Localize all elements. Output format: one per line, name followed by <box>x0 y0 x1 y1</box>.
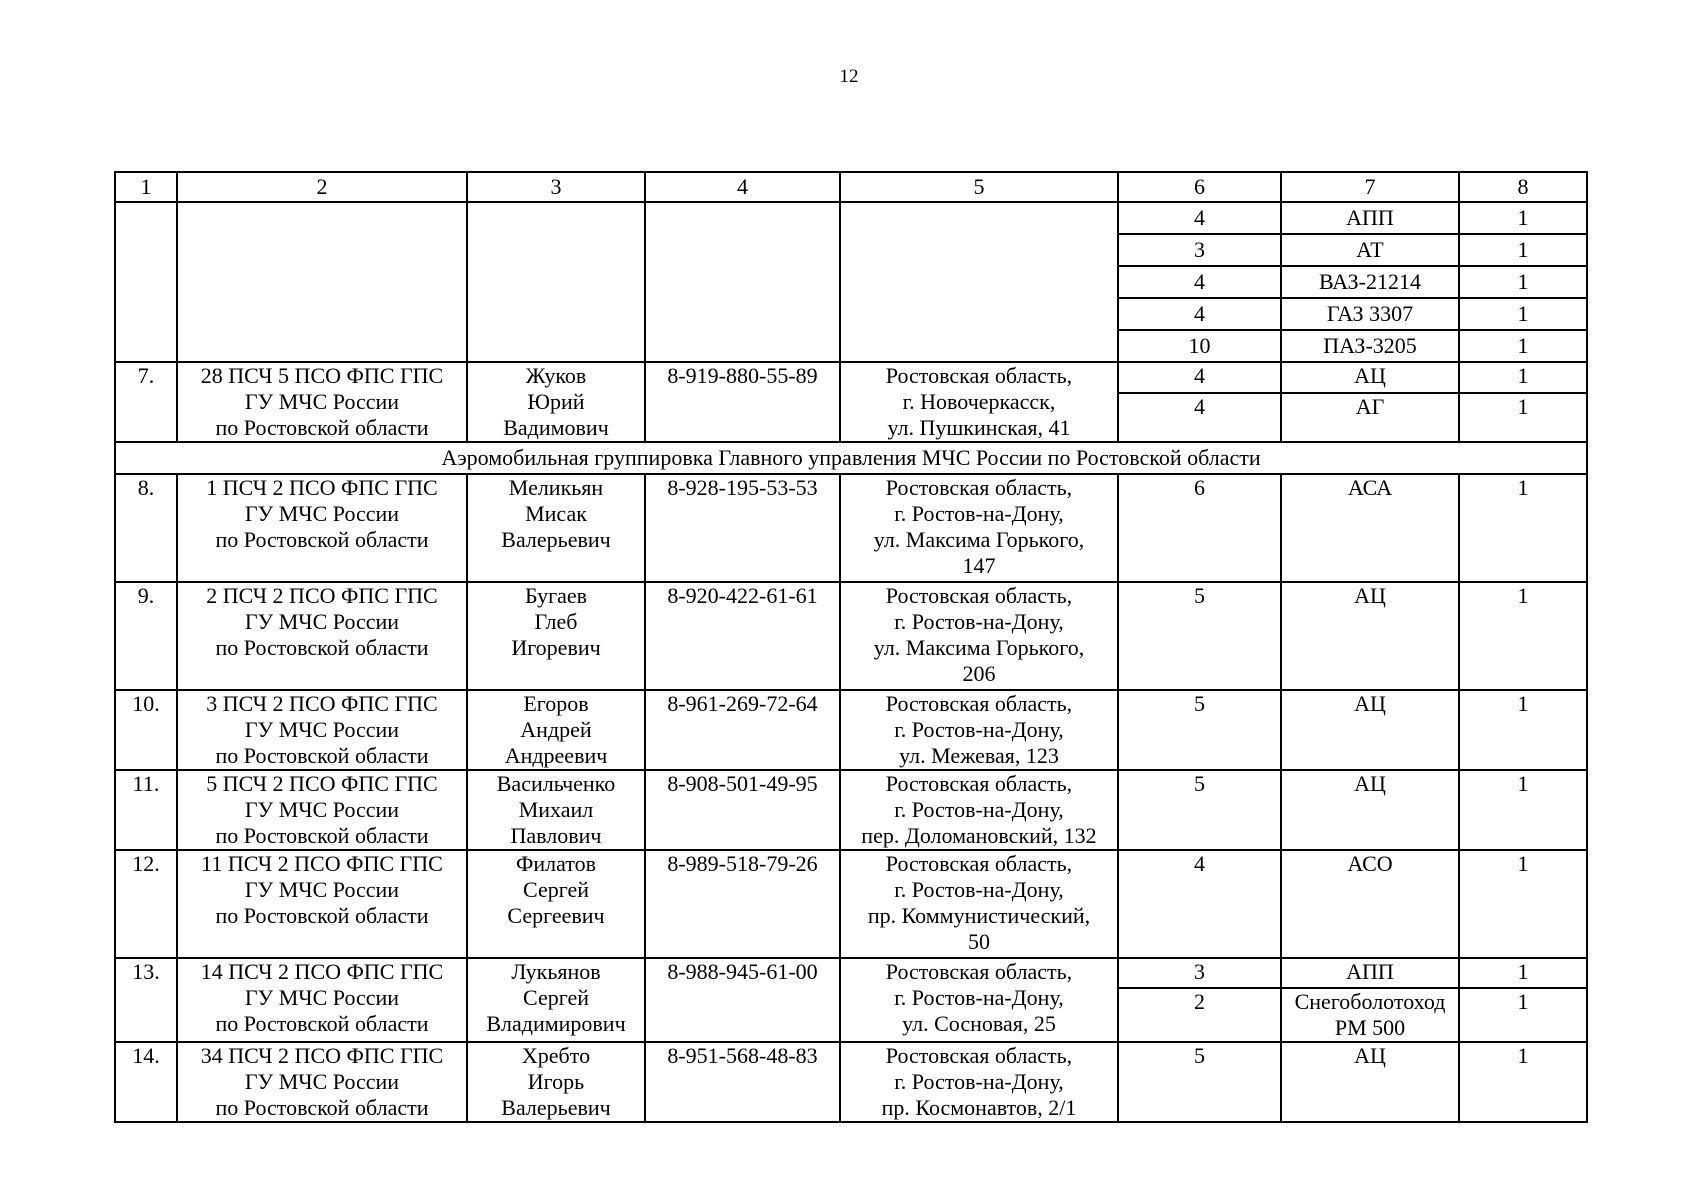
vehicle-type-cell: АЦ <box>1281 362 1459 393</box>
phone-cell: 8-961-269-72-64 <box>645 690 840 770</box>
person-cell-line: Игоревич <box>511 635 601 660</box>
header-cell: 6 <box>1118 172 1281 202</box>
phone-cell: 8-920-422-61-61 <box>645 582 840 690</box>
vehicle-qty-cell: 1 <box>1459 988 1587 1042</box>
person-cell <box>467 958 645 1042</box>
row-number: 10. <box>115 690 177 770</box>
address-cell-line: ул. Пушкинская, 41 <box>887 415 1071 440</box>
address-cell <box>840 474 1118 582</box>
address-cell <box>840 690 1118 770</box>
vehicle-qty-cell: 1 <box>1459 362 1587 393</box>
address-cell-line: Ростовская область, <box>885 691 1073 716</box>
phone-cell: 8-988-945-61-00 <box>645 958 840 1042</box>
unit-cell-line: ГУ МЧС России <box>244 717 400 742</box>
person-cell <box>467 202 645 362</box>
crew-count-cell: 5 <box>1118 582 1281 690</box>
unit-cell-line: 11 ПСЧ 2 ПСО ФПС ГПС <box>201 851 443 876</box>
person-cell-line: Сергей <box>523 985 589 1010</box>
header-cell: 4 <box>645 172 840 202</box>
crew-count-cell: 10 <box>1118 330 1281 362</box>
vehicle-type-cell: АГ <box>1281 393 1459 442</box>
person-cell <box>467 1042 645 1122</box>
address-cell-line: Ростовская область, <box>885 583 1073 608</box>
row-number: 9. <box>115 582 177 690</box>
address-cell-line: г. Ростов-на-Дону, <box>894 609 1064 634</box>
header-cell: 5 <box>840 172 1118 202</box>
address-cell-line: Ростовская область, <box>885 363 1073 388</box>
vehicle-qty-cell: 1 <box>1459 474 1587 582</box>
vehicle-type-cell: АСО <box>1281 850 1459 958</box>
vehicle-qty-cell: 1 <box>1459 1042 1587 1122</box>
person-cell-line: Андрей <box>520 717 592 742</box>
unit-cell-line: ГУ МЧС России <box>244 1069 400 1094</box>
unit-cell-line: ГУ МЧС России <box>244 985 400 1010</box>
row-number: 8. <box>115 474 177 582</box>
address-cell-line: Ростовская область, <box>885 475 1073 500</box>
address-cell-line: ул. Максима Горького, <box>873 635 1085 660</box>
person-cell-line: Мисак <box>525 501 587 526</box>
address-cell <box>840 850 1118 958</box>
vehicle-qty-cell: 1 <box>1459 770 1587 850</box>
header-cell: 1 <box>115 172 177 202</box>
person-cell <box>467 850 645 958</box>
vehicle-type-cell: АЦ <box>1281 690 1459 770</box>
header-cell: 8 <box>1459 172 1587 202</box>
table-row <box>115 582 1587 690</box>
person-cell-line: Жуков <box>525 363 587 388</box>
phone-cell <box>645 202 840 362</box>
unit-cell <box>177 1042 467 1122</box>
address-cell-line: Ростовская область, <box>885 771 1073 796</box>
table-row <box>115 362 1587 393</box>
unit-cell <box>177 202 467 362</box>
address-cell-line: г. Новочеркасск, <box>902 389 1056 414</box>
vehicle-type-cell: АЦ <box>1281 582 1459 690</box>
address-cell-line: ул. Сосновая, 25 <box>902 1011 1056 1036</box>
address-cell-line: ул. Межевая, 123 <box>899 743 1059 768</box>
phone-cell: 8-951-568-48-83 <box>645 1042 840 1122</box>
unit-cell-line: по Ростовской области <box>215 1095 429 1120</box>
address-cell-line: г. Ростов-на-Дону, <box>894 985 1064 1010</box>
phone-cell: 8-908-501-49-95 <box>645 770 840 850</box>
person-cell-line: Валерьевич <box>501 527 611 552</box>
unit-cell-line: 1 ПСЧ 2 ПСО ФПС ГПС <box>206 475 438 500</box>
crew-count-cell: 5 <box>1118 690 1281 770</box>
phone-cell: 8-928-195-53-53 <box>645 474 840 582</box>
person-cell-line: Михаил <box>518 797 594 822</box>
address-cell-line: 50 <box>968 929 990 954</box>
person-cell-line: Васильченко <box>496 771 616 796</box>
crew-count-cell: 5 <box>1118 770 1281 850</box>
person-cell-line: Андреевич <box>504 743 608 768</box>
person-cell <box>467 362 645 442</box>
vehicle-qty-cell: 1 <box>1459 234 1587 266</box>
unit-cell-line: 28 ПСЧ 5 ПСО ФПС ГПС <box>200 363 444 388</box>
vehicle-qty-cell: 1 <box>1459 266 1587 298</box>
person-cell-line: Игорь <box>527 1069 585 1094</box>
crew-count-cell: 4 <box>1118 202 1281 234</box>
person-cell-line: Филатов <box>515 851 597 876</box>
address-cell-line: пр. Коммунистический, <box>867 903 1091 928</box>
vehicle-qty-cell: 1 <box>1459 582 1587 690</box>
header-cell: 7 <box>1281 172 1459 202</box>
unit-cell-line: по Ростовской области <box>215 1011 429 1036</box>
table-row <box>115 770 1587 850</box>
unit-cell <box>177 958 467 1042</box>
unit-cell-line: по Ростовской области <box>215 743 429 768</box>
crew-count-cell: 4 <box>1118 393 1281 442</box>
num-cell <box>115 202 177 362</box>
address-cell-line: Ростовская область, <box>885 1043 1073 1068</box>
unit-cell <box>177 474 467 582</box>
unit-cell <box>177 770 467 850</box>
table-row <box>115 1042 1587 1122</box>
vehicle-type-cell: АСА <box>1281 474 1459 582</box>
person-cell <box>467 582 645 690</box>
page-number: 12 <box>839 66 859 87</box>
address-cell <box>840 770 1118 850</box>
unit-cell-line: ГУ МЧС России <box>244 501 400 526</box>
unit-cell-line: 5 ПСЧ 2 ПСО ФПС ГПС <box>206 771 438 796</box>
unit-cell-line: ГУ МЧС России <box>244 389 400 414</box>
crew-count-cell: 4 <box>1118 362 1281 393</box>
crew-count-cell: 2 <box>1118 988 1281 1042</box>
vehicle-qty-cell: 1 <box>1459 958 1587 988</box>
person-cell-line: Вадимович <box>503 415 609 440</box>
unit-cell-line: 3 ПСЧ 2 ПСО ФПС ГПС <box>206 691 438 716</box>
table-row <box>115 474 1587 582</box>
row-number: 11. <box>115 770 177 850</box>
person-cell-line: Меликьян <box>508 475 604 500</box>
vehicle-qty-cell: 1 <box>1459 690 1587 770</box>
crew-count-cell: 6 <box>1118 474 1281 582</box>
unit-cell-line: по Ростовской области <box>215 823 429 848</box>
address-cell <box>840 582 1118 690</box>
vehicle-type-cell: ПАЗ-3205 <box>1281 330 1459 362</box>
person-cell-line: Бугаев <box>524 583 588 608</box>
address-cell <box>840 202 1118 362</box>
person-cell-line: Владимирович <box>486 1011 626 1036</box>
crew-count-cell: 5 <box>1118 1042 1281 1122</box>
table-row <box>115 690 1587 770</box>
row-number: 13. <box>115 958 177 1042</box>
header-row <box>115 172 1587 202</box>
address-cell-line: г. Ростов-на-Дону, <box>894 1069 1064 1094</box>
person-cell <box>467 690 645 770</box>
unit-cell-line: ГУ МЧС России <box>244 609 400 634</box>
vehicle-type-cell: АЦ <box>1281 1042 1459 1122</box>
address-cell-line: г. Ростов-на-Дону, <box>894 501 1064 526</box>
table-row <box>115 202 1587 234</box>
unit-cell-line: по Ростовской области <box>215 415 429 440</box>
person-cell-line: Егоров <box>523 691 589 716</box>
unit-cell-line: по Ростовской области <box>215 903 429 928</box>
person-cell-line: Юрий <box>527 389 585 414</box>
address-cell-line: Ростовская область, <box>885 851 1073 876</box>
address-cell-line: пр. Космонавтов, 2/1 <box>881 1095 1077 1120</box>
unit-table <box>114 171 1588 1123</box>
vehicle-qty-cell: 1 <box>1459 393 1587 442</box>
person-cell-line: Хребто <box>521 1043 591 1068</box>
section-title: Аэромобильная группировка Главного управления МЧС России по Ростовской области <box>115 442 1587 474</box>
crew-count-cell: 4 <box>1118 266 1281 298</box>
person-cell-line: Глеб <box>534 609 578 634</box>
address-cell-line: 147 <box>962 553 996 578</box>
unit-cell-line: ГУ МЧС России <box>244 877 400 902</box>
vehicle-type-cell: ВАЗ-21214 <box>1281 266 1459 298</box>
address-cell <box>840 362 1118 442</box>
person-cell <box>467 770 645 850</box>
table-row <box>115 958 1587 988</box>
person-cell-line: Павлович <box>510 823 602 848</box>
unit-cell-line: по Ростовской области <box>215 527 429 552</box>
vehicle-type-cell: ГАЗ 3307 <box>1281 298 1459 330</box>
address-cell-line: пер. Доломановский, 132 <box>861 823 1097 848</box>
phone-cell: 8-919-880-55-89 <box>645 362 840 442</box>
phone-cell: 8-989-518-79-26 <box>645 850 840 958</box>
vehicle-type-cell: Снегоболотоход РМ 500 <box>1281 988 1459 1042</box>
header-cell: 3 <box>467 172 645 202</box>
crew-count-cell: 4 <box>1118 850 1281 958</box>
crew-count-cell: 3 <box>1118 958 1281 988</box>
crew-count-cell: 3 <box>1118 234 1281 266</box>
header-cell: 2 <box>177 172 467 202</box>
vehicle-type-cell: АЦ <box>1281 770 1459 850</box>
person-cell-line: Сергей <box>523 877 589 902</box>
address-cell <box>840 958 1118 1042</box>
address-cell-line: г. Ростов-на-Дону, <box>894 717 1064 742</box>
person-cell-line: Лукьянов <box>511 959 601 984</box>
row-number: 12. <box>115 850 177 958</box>
address-cell-line: Ростовская область, <box>885 959 1073 984</box>
table-row <box>115 850 1587 958</box>
vehicle-type-cell: АПП <box>1281 958 1459 988</box>
unit-cell-line: ГУ МЧС России <box>244 797 400 822</box>
row-number: 7. <box>115 362 177 442</box>
unit-cell-line: 34 ПСЧ 2 ПСО ФПС ГПС <box>200 1043 444 1068</box>
person-cell-line: Валерьевич <box>501 1095 611 1120</box>
vehicle-qty-cell: 1 <box>1459 850 1587 958</box>
address-cell-line: г. Ростов-на-Дону, <box>894 797 1064 822</box>
address-cell-line: ул. Максима Горького, <box>873 527 1085 552</box>
vehicle-type-cell: АТ <box>1281 234 1459 266</box>
vehicle-qty-cell: 1 <box>1459 202 1587 234</box>
person-cell-line: Сергеевич <box>507 903 605 928</box>
person-cell <box>467 474 645 582</box>
address-cell-line: 206 <box>962 661 996 686</box>
address-cell <box>840 1042 1118 1122</box>
crew-count-cell: 4 <box>1118 298 1281 330</box>
section-row <box>115 442 1587 474</box>
unit-cell <box>177 582 467 690</box>
vehicle-type-cell: АПП <box>1281 202 1459 234</box>
unit-cell-line: 14 ПСЧ 2 ПСО ФПС ГПС <box>200 959 444 984</box>
row-number: 14. <box>115 1042 177 1122</box>
address-cell-line: г. Ростов-на-Дону, <box>894 877 1064 902</box>
unit-cell-line: по Ростовской области <box>215 635 429 660</box>
unit-cell <box>177 690 467 770</box>
unit-cell-line: 2 ПСЧ 2 ПСО ФПС ГПС <box>206 583 438 608</box>
vehicle-qty-cell: 1 <box>1459 298 1587 330</box>
unit-cell <box>177 362 467 442</box>
unit-cell <box>177 850 467 958</box>
vehicle-qty-cell: 1 <box>1459 330 1587 362</box>
